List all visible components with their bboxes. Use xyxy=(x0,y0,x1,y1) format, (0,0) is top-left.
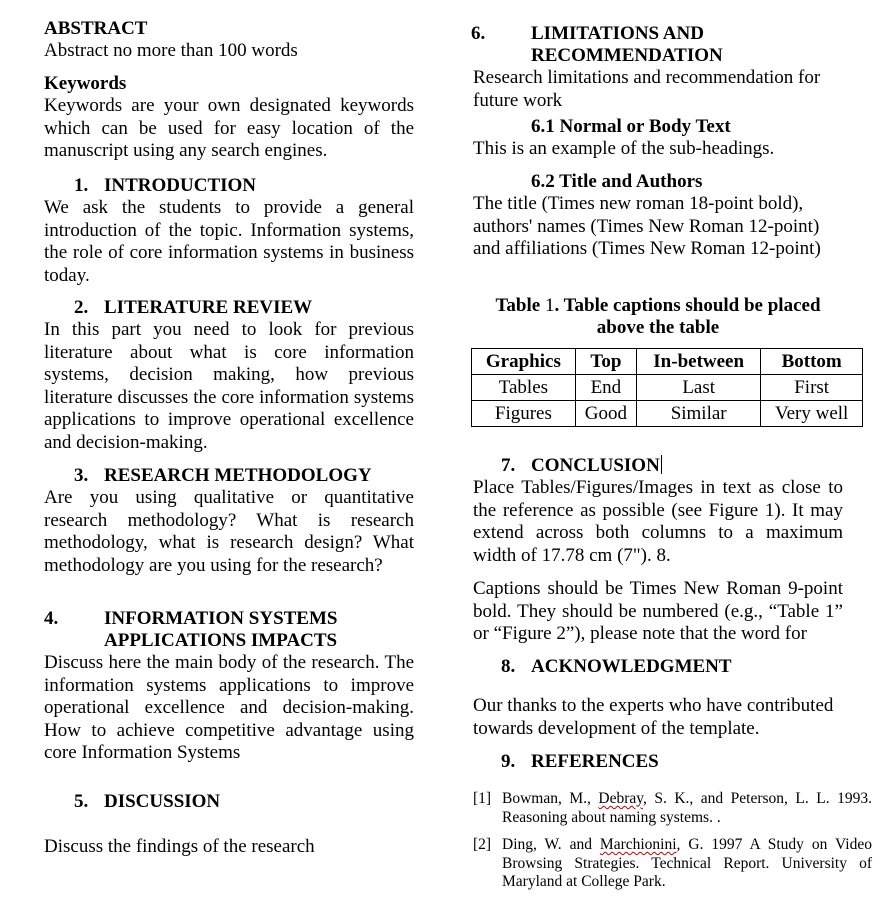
subsection-6-1-heading: 6.1 Normal or Body Text xyxy=(531,116,731,137)
subsection-6-2 xyxy=(473,171,843,261)
introduction-heading: 1. INTRODUCTION xyxy=(74,175,257,196)
subsection-6-1 xyxy=(473,116,843,161)
keywords-section xyxy=(44,73,414,163)
keywords-text[interactable]: Keywords are your own designated keywords which can be used for easy location of the manuscript using any search engines. xyxy=(44,95,414,161)
abstract-section xyxy=(44,18,414,63)
reference-item[interactable]: [2] Ding, W. and Marchionini, G. 1997 A Study on Video Browsing Strategies. Technical Report. University of Maryland at College Park. xyxy=(473,836,872,890)
keywords-heading: Keywords xyxy=(44,73,127,94)
conclusion-heading: 7. CONCLUSION xyxy=(501,455,660,476)
limitations-text[interactable]: Research limitations and recommendation for future work xyxy=(473,67,821,111)
impacts-section xyxy=(44,608,414,765)
data-table xyxy=(471,348,849,427)
introduction-text[interactable]: We ask the students to provide a general introduction of the topic. Information systems, the role of core information systems in business today. xyxy=(44,197,414,286)
acknowledgment-heading: 8. ACKNOWLEDGMENT xyxy=(501,656,732,677)
discussion-text[interactable]: Discuss the findings of the research xyxy=(44,836,315,857)
reference-item[interactable]: [1] Bowman, M., Debray, S. K., and Peterson, L. L. 1993. Reasoning about naming systems. . xyxy=(473,790,872,826)
conclusion-section xyxy=(473,455,843,646)
table-cell[interactable]: Last xyxy=(637,375,761,401)
subsection-6-2-text[interactable]: The title (Times new roman 18-point bold), authors' names (Times New Roman 12-point) and affiliations (Times New Roman 12-point) xyxy=(473,193,821,259)
table-row xyxy=(472,401,863,427)
limitations-section xyxy=(473,23,843,112)
references-section xyxy=(473,751,843,773)
introduction-section xyxy=(44,175,414,287)
subsection-6-2-heading: 6.2 Title and Authors xyxy=(531,171,703,192)
table-header-row xyxy=(472,349,863,375)
discussion-heading: 5. DISCUSSION xyxy=(74,791,221,812)
impacts-heading: 4. INFORMATION SYSTEMS APPLICATIONS IMPACTS xyxy=(44,608,338,651)
table-header-cell[interactable]: Top xyxy=(575,349,636,375)
impacts-text[interactable]: Discuss here the main body of the research. The information systems applications to improve operational excellence and decision-making. How to achieve competitive advantage using core Information Systems xyxy=(44,652,414,763)
table-header-cell[interactable]: Bottom xyxy=(761,349,863,375)
abstract-text[interactable]: Abstract no more than 100 words xyxy=(44,40,298,61)
text-cursor xyxy=(661,455,662,474)
methodology-section xyxy=(44,465,414,577)
table-cell[interactable]: Very well xyxy=(761,401,863,427)
table-row xyxy=(472,375,863,401)
acknowledgment-section xyxy=(473,656,843,678)
references-heading: 9. REFERENCES xyxy=(501,751,659,772)
spellcheck-word[interactable]: Debray xyxy=(598,790,643,807)
table-cell[interactable]: Tables xyxy=(472,375,576,401)
literature-text[interactable]: In this part you need to look for previous literature about what is core information systems, decision making, how previous literature discusses the core information systems applications to improve operational excellence and decision-making. xyxy=(44,319,414,453)
table-caption: Table 1. Table captions should be placed above the table xyxy=(495,295,821,338)
spellcheck-word[interactable]: Marchionini xyxy=(599,836,677,853)
conclusion-text-2[interactable]: Captions should be Times New Roman 9-point bold. They should be numbered (e.g., “Table 1” or “Figure 2”), please note that the word for xyxy=(473,578,843,644)
literature-heading: 2. LITERATURE REVIEW xyxy=(74,297,313,318)
table-cell[interactable]: Good xyxy=(575,401,636,427)
table-cell[interactable]: End xyxy=(575,375,636,401)
subsection-6-1-text[interactable]: This is an example of the sub-headings. xyxy=(473,138,775,159)
table-cell[interactable]: Figures xyxy=(472,401,576,427)
limitations-heading: 6. LIMITATIONS AND RECOMMENDATION xyxy=(471,23,723,66)
table-header-cell[interactable]: Graphics xyxy=(472,349,576,375)
methodology-heading: 3. RESEARCH METHODOLOGY xyxy=(74,465,372,486)
methodology-text[interactable]: Are you using qualitative or quantitative research methodology? What is research methodology, what is research design? What methodology are you using for the research? xyxy=(44,487,414,576)
table-cell[interactable]: Similar xyxy=(637,401,761,427)
table-header-cell[interactable]: In-between xyxy=(637,349,761,375)
abstract-heading: ABSTRACT xyxy=(44,18,148,39)
conclusion-text-1[interactable]: Place Tables/Figures/Images in text as close to the reference as possible (see Figure 1). It may extend across both columns to a maximum width of 17.78 cm (7"). 8. xyxy=(473,477,843,566)
literature-section xyxy=(44,297,414,454)
table-cell[interactable]: First xyxy=(761,375,863,401)
acknowledgment-text[interactable]: Our thanks to the experts who have contributed towards development of the template. xyxy=(473,695,834,739)
discussion-section xyxy=(44,791,414,813)
